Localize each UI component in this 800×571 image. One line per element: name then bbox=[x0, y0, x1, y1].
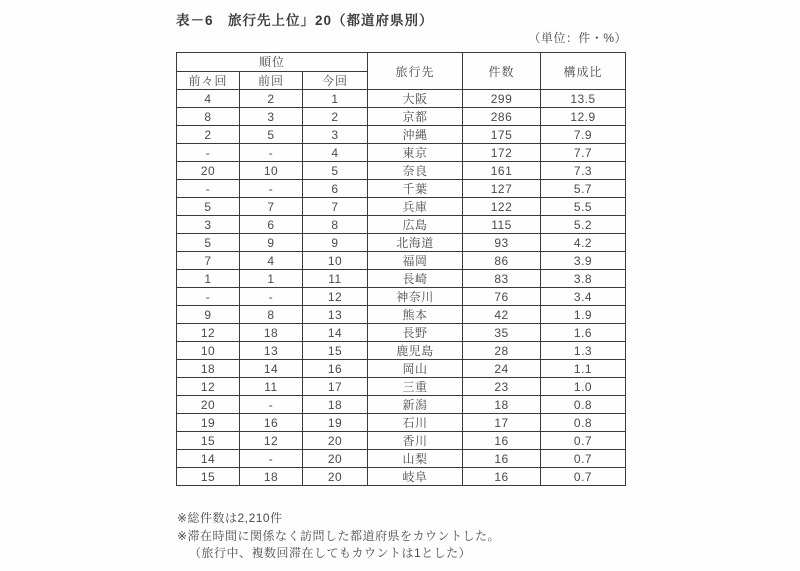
cell-destination: 福岡 bbox=[368, 252, 463, 270]
table-row bbox=[177, 324, 626, 342]
cell-destination: 鹿児島 bbox=[368, 342, 463, 360]
cell-prev2: 10 bbox=[177, 342, 240, 360]
table-row bbox=[177, 288, 626, 306]
cell-count: 42 bbox=[463, 306, 541, 324]
cell-prev2: 8 bbox=[177, 108, 240, 126]
cell-current: 6 bbox=[303, 180, 368, 198]
cell-ratio: 1.0 bbox=[541, 378, 626, 396]
cell-count: 172 bbox=[463, 144, 541, 162]
cell-count: 23 bbox=[463, 378, 541, 396]
table-body bbox=[177, 90, 626, 486]
cell-prev: - bbox=[240, 396, 303, 414]
table-row bbox=[177, 108, 626, 126]
cell-prev: 5 bbox=[240, 126, 303, 144]
cell-destination: 岐阜 bbox=[368, 468, 463, 486]
cell-destination: 東京 bbox=[368, 144, 463, 162]
cell-prev2: 12 bbox=[177, 378, 240, 396]
cell-prev: 10 bbox=[240, 162, 303, 180]
cell-prev2: 12 bbox=[177, 324, 240, 342]
cell-prev2: 19 bbox=[177, 414, 240, 432]
cell-prev: 2 bbox=[240, 90, 303, 108]
table-row bbox=[177, 360, 626, 378]
cell-count: 76 bbox=[463, 288, 541, 306]
cell-current: 20 bbox=[303, 468, 368, 486]
header-rank-group: 順位 bbox=[177, 53, 368, 72]
cell-ratio: 12.9 bbox=[541, 108, 626, 126]
cell-destination: 熊本 bbox=[368, 306, 463, 324]
cell-current: 7 bbox=[303, 198, 368, 216]
cell-prev: 3 bbox=[240, 108, 303, 126]
cell-current: 20 bbox=[303, 450, 368, 468]
cell-ratio: 7.3 bbox=[541, 162, 626, 180]
cell-current: 16 bbox=[303, 360, 368, 378]
header-ratio: 構成比 bbox=[541, 53, 626, 90]
cell-prev: 6 bbox=[240, 216, 303, 234]
cell-count: 16 bbox=[463, 450, 541, 468]
cell-current: 12 bbox=[303, 288, 368, 306]
cell-destination: 北海道 bbox=[368, 234, 463, 252]
cell-prev: 16 bbox=[240, 414, 303, 432]
cell-prev2: 20 bbox=[177, 162, 240, 180]
cell-current: 9 bbox=[303, 234, 368, 252]
cell-count: 127 bbox=[463, 180, 541, 198]
cell-prev2: 15 bbox=[177, 468, 240, 486]
cell-ratio: 7.9 bbox=[541, 126, 626, 144]
cell-destination: 京都 bbox=[368, 108, 463, 126]
cell-prev2: 14 bbox=[177, 450, 240, 468]
cell-count: 83 bbox=[463, 270, 541, 288]
cell-prev: 18 bbox=[240, 324, 303, 342]
cell-prev2: - bbox=[177, 288, 240, 306]
cell-ratio: 1.9 bbox=[541, 306, 626, 324]
cell-current: 3 bbox=[303, 126, 368, 144]
cell-destination: 奈良 bbox=[368, 162, 463, 180]
cell-prev: 4 bbox=[240, 252, 303, 270]
header-row-group bbox=[177, 53, 626, 72]
cell-ratio: 0.8 bbox=[541, 396, 626, 414]
cell-prev: 8 bbox=[240, 306, 303, 324]
cell-current: 20 bbox=[303, 432, 368, 450]
table-row bbox=[177, 252, 626, 270]
cell-prev2: 15 bbox=[177, 432, 240, 450]
note-counting-detail: （旅行中、複数回滞在してもカウントは1とした） bbox=[189, 546, 472, 560]
cell-prev: 13 bbox=[240, 342, 303, 360]
cell-destination: 長野 bbox=[368, 324, 463, 342]
cell-current: 5 bbox=[303, 162, 368, 180]
cell-count: 18 bbox=[463, 396, 541, 414]
table-row bbox=[177, 450, 626, 468]
cell-count: 35 bbox=[463, 324, 541, 342]
cell-destination: 兵庫 bbox=[368, 198, 463, 216]
cell-destination: 千葉 bbox=[368, 180, 463, 198]
cell-count: 299 bbox=[463, 90, 541, 108]
cell-current: 10 bbox=[303, 252, 368, 270]
cell-count: 28 bbox=[463, 342, 541, 360]
cell-prev2: 2 bbox=[177, 126, 240, 144]
table-row bbox=[177, 90, 626, 108]
cell-prev: 11 bbox=[240, 378, 303, 396]
cell-ratio: 13.5 bbox=[541, 90, 626, 108]
cell-ratio: 5.5 bbox=[541, 198, 626, 216]
table-row bbox=[177, 396, 626, 414]
travel-destinations-table bbox=[176, 52, 626, 486]
cell-current: 13 bbox=[303, 306, 368, 324]
cell-current: 1 bbox=[303, 90, 368, 108]
cell-current: 11 bbox=[303, 270, 368, 288]
cell-current: 18 bbox=[303, 396, 368, 414]
table-row bbox=[177, 144, 626, 162]
cell-prev2: 5 bbox=[177, 234, 240, 252]
cell-current: 19 bbox=[303, 414, 368, 432]
cell-ratio: 7.7 bbox=[541, 144, 626, 162]
header-rank-prev2: 前々回 bbox=[177, 71, 240, 90]
cell-prev2: 7 bbox=[177, 252, 240, 270]
cell-destination: 長崎 bbox=[368, 270, 463, 288]
cell-ratio: 3.8 bbox=[541, 270, 626, 288]
cell-destination: 香川 bbox=[368, 432, 463, 450]
cell-ratio: 0.7 bbox=[541, 450, 626, 468]
cell-ratio: 4.2 bbox=[541, 234, 626, 252]
cell-ratio: 3.9 bbox=[541, 252, 626, 270]
cell-prev: 14 bbox=[240, 360, 303, 378]
header-rank-prev: 前回 bbox=[240, 71, 303, 90]
cell-prev: - bbox=[240, 180, 303, 198]
table-row bbox=[177, 414, 626, 432]
cell-prev2: 3 bbox=[177, 216, 240, 234]
table-row bbox=[177, 234, 626, 252]
cell-count: 286 bbox=[463, 108, 541, 126]
cell-ratio: 1.1 bbox=[541, 360, 626, 378]
cell-ratio: 0.7 bbox=[541, 432, 626, 450]
cell-destination: 神奈川 bbox=[368, 288, 463, 306]
table-row bbox=[177, 126, 626, 144]
table-row bbox=[177, 378, 626, 396]
cell-current: 14 bbox=[303, 324, 368, 342]
table-header bbox=[177, 53, 626, 90]
cell-count: 122 bbox=[463, 198, 541, 216]
notes bbox=[177, 510, 500, 563]
cell-count: 86 bbox=[463, 252, 541, 270]
cell-prev2: 4 bbox=[177, 90, 240, 108]
cell-count: 115 bbox=[463, 216, 541, 234]
cell-prev: 12 bbox=[240, 432, 303, 450]
cell-prev2: - bbox=[177, 180, 240, 198]
cell-count: 161 bbox=[463, 162, 541, 180]
table-row bbox=[177, 198, 626, 216]
cell-destination: 岡山 bbox=[368, 360, 463, 378]
cell-count: 16 bbox=[463, 468, 541, 486]
cell-prev: 18 bbox=[240, 468, 303, 486]
cell-prev: 1 bbox=[240, 270, 303, 288]
cell-prev: 7 bbox=[240, 198, 303, 216]
cell-current: 8 bbox=[303, 216, 368, 234]
cell-current: 2 bbox=[303, 108, 368, 126]
cell-destination: 広島 bbox=[368, 216, 463, 234]
table-title: 表－6 旅行先上位」20（都道府県別） bbox=[176, 13, 434, 28]
cell-destination: 新潟 bbox=[368, 396, 463, 414]
cell-current: 15 bbox=[303, 342, 368, 360]
note-total-count: ※総件数は2,210件 bbox=[177, 511, 283, 525]
cell-count: 175 bbox=[463, 126, 541, 144]
cell-prev2: 18 bbox=[177, 360, 240, 378]
table-row bbox=[177, 468, 626, 486]
table-row bbox=[177, 306, 626, 324]
cell-current: 4 bbox=[303, 144, 368, 162]
unit-label: （単位：件・%） bbox=[528, 31, 627, 45]
header-count: 件数 bbox=[463, 53, 541, 90]
cell-prev2: 20 bbox=[177, 396, 240, 414]
cell-count: 93 bbox=[463, 234, 541, 252]
cell-prev: - bbox=[240, 288, 303, 306]
cell-prev2: 5 bbox=[177, 198, 240, 216]
cell-count: 24 bbox=[463, 360, 541, 378]
cell-destination: 沖縄 bbox=[368, 126, 463, 144]
cell-destination: 三重 bbox=[368, 378, 463, 396]
cell-destination: 山梨 bbox=[368, 450, 463, 468]
cell-ratio: 5.7 bbox=[541, 180, 626, 198]
cell-destination: 大阪 bbox=[368, 90, 463, 108]
cell-ratio: 5.2 bbox=[541, 216, 626, 234]
cell-count: 16 bbox=[463, 432, 541, 450]
cell-ratio: 0.7 bbox=[541, 468, 626, 486]
table-row bbox=[177, 432, 626, 450]
cell-ratio: 1.6 bbox=[541, 324, 626, 342]
cell-ratio: 1.3 bbox=[541, 342, 626, 360]
cell-ratio: 0.8 bbox=[541, 414, 626, 432]
table-row bbox=[177, 342, 626, 360]
cell-destination: 石川 bbox=[368, 414, 463, 432]
cell-prev2: - bbox=[177, 144, 240, 162]
cell-prev: 9 bbox=[240, 234, 303, 252]
note-counting-method: ※滞在時間に関係なく訪問した都道府県をカウントした。 bbox=[177, 528, 501, 543]
header-destination: 旅行先 bbox=[368, 53, 463, 90]
table-row bbox=[177, 162, 626, 180]
cell-current: 17 bbox=[303, 378, 368, 396]
cell-prev: - bbox=[240, 144, 303, 162]
table-row bbox=[177, 180, 626, 198]
header-rank-current: 今回 bbox=[303, 71, 368, 90]
table-row bbox=[177, 270, 626, 288]
cell-prev2: 1 bbox=[177, 270, 240, 288]
cell-ratio: 3.4 bbox=[541, 288, 626, 306]
cell-prev2: 9 bbox=[177, 306, 240, 324]
cell-prev: - bbox=[240, 450, 303, 468]
cell-count: 17 bbox=[463, 414, 541, 432]
table-row bbox=[177, 216, 626, 234]
